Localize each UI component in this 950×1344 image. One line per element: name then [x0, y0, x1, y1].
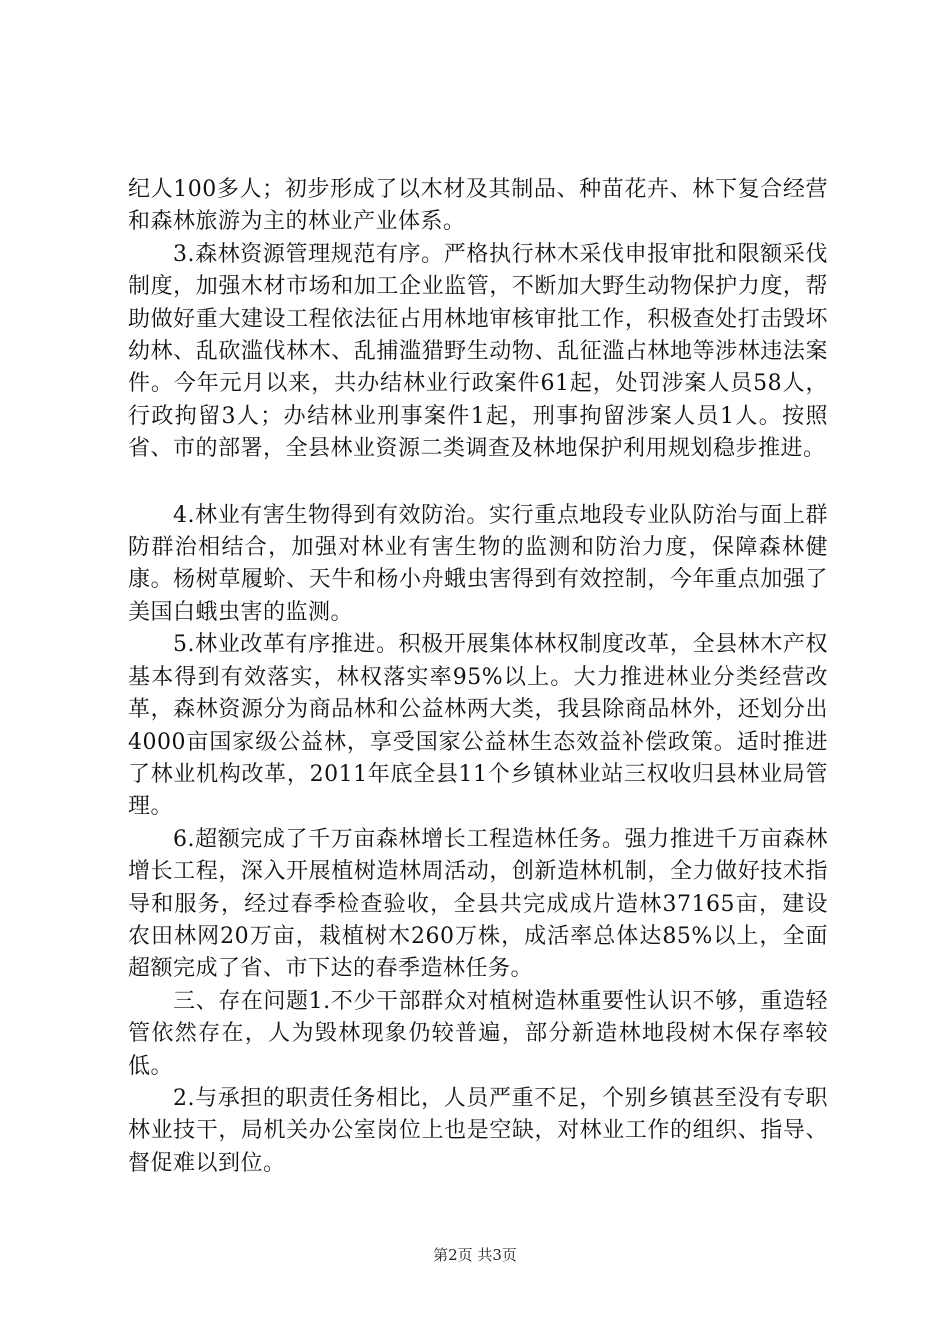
page-number-footer: 第2页 共3页 — [433, 1246, 517, 1264]
paragraph-existing-problems: 三、存在问题1.不少干部群众对植树造林重要性认识不够，重造轻管依然存在，人为毁林现象仍较普遍，部分新造林地段树木保存率较低。 — [128, 988, 828, 1079]
paragraph-pest-control: 4.林业有害生物得到有效防治。实行重点地段专业队防治与面上群防群治相结合，加强对林业有害生物的监测和防治力度，保障森林健康。杨树草履蚧、天牛和杨小舟蛾虫害得到有效控制，今年重点加强了美国白蛾虫害的监测。 — [128, 502, 828, 625]
paragraph-forestry-reform: 5.林业改革有序推进。积极开展集体林权制度改革，全县林木产权基本得到有效落实，林权落实率95%以上。大力推进林业分类经营改革，森林资源分为商品林和公益林两大类，我县除商品林外，还划分出4000亩国家级公益林，享受国家公益林生态效益补偿政策。适时推进了林业机构改革，2011年底全县11个乡镇林业站三权收归县林业局管理。 — [128, 632, 828, 820]
paragraph-forest-resource-management: 3.森林资源管理规范有序。严格执行林木采伐申报审批和限额采伐制度，加强木材市场和加工企业监管，不断加大野生动物保护力度，帮助做好重大建设工程依法征占用林地审核审批工作，积极查处打击毁坏幼林、乱砍滥伐林木、乱捕滥猎野生动物、乱征滥占林地等涉林违法案件。今年元月以来，共办结林业行政案件61起，处罚涉案人员58人，行政拘留3人；办结林业刑事案件1起，刑事拘留涉案人员1人。按照省、市的部署，全县林业资源二类调查及林地保护利用规划稳步推进。 — [128, 241, 828, 462]
paragraph-staffing-shortage: 2.与承担的职责任务相比，人员严重不足，个别乡镇甚至没有专职林业技干，局机关办公室岗位上也是空缺，对林业工作的组织、指导、督促难以到位。 — [128, 1085, 828, 1176]
paragraph-continuation: 纪人100多人；初步形成了以木材及其制品、种苗花卉、林下复合经营和森林旅游为主的林业产业体系。 — [128, 177, 828, 235]
document-body — [128, 174, 828, 1180]
paragraph-afforestation-task: 6.超额完成了千万亩森林增长工程造林任务。强力推进千万亩森林增长工程，深入开展植树造林周活动，创新造林机制，全力做好技术指导和服务，经过春季检查验收，全县共完成成片造林37165亩，建设农田林网20万亩，栽植树木260万株，成活率总体达85%以上，全面超额完成了省、市下达的春季造林任务。 — [128, 826, 828, 982]
